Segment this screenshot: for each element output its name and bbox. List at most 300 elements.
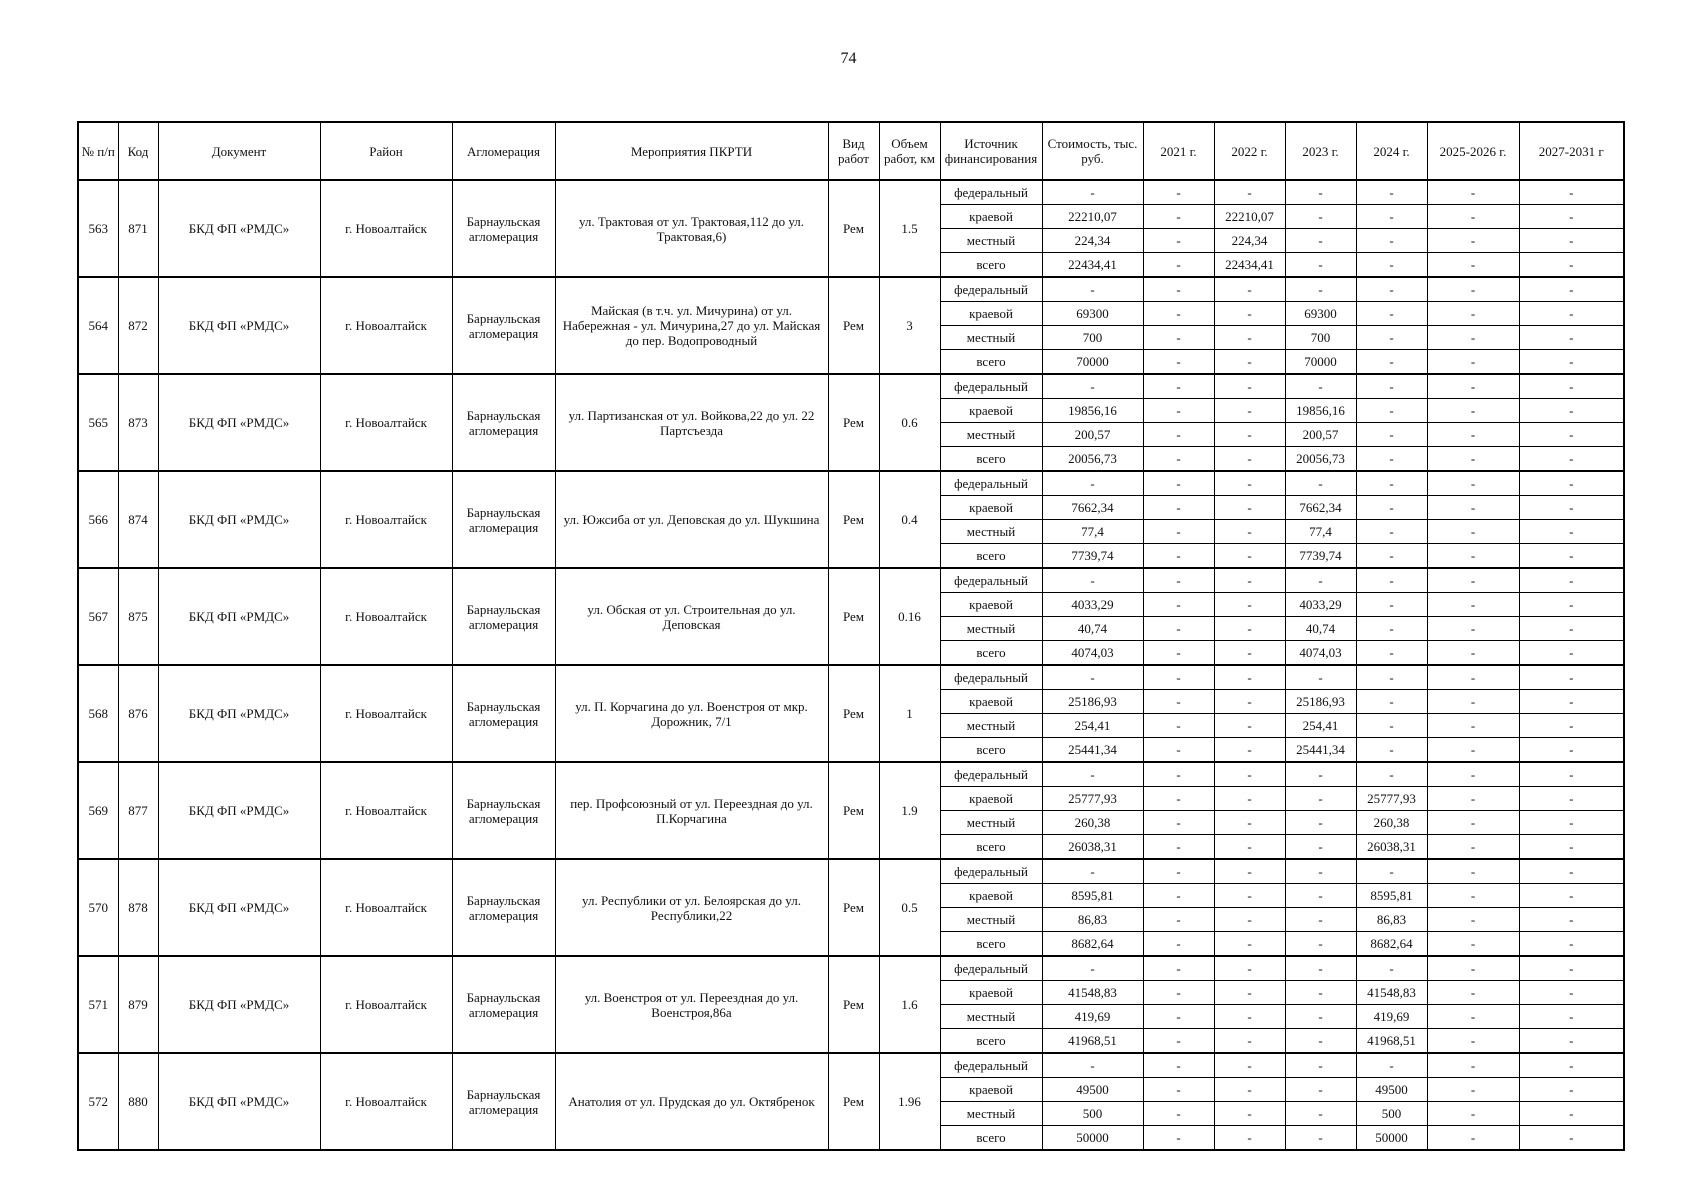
amount-cell: - bbox=[1427, 1053, 1519, 1078]
amount-cell: - bbox=[1519, 302, 1624, 326]
amount-cell: - bbox=[1519, 981, 1624, 1005]
amount-cell: - bbox=[1285, 471, 1356, 496]
agglomeration-cell: Барнаульская агломерация bbox=[452, 859, 555, 956]
amount-cell: - bbox=[1285, 884, 1356, 908]
amount-cell: - bbox=[1356, 690, 1427, 714]
amount-cell: 70000 bbox=[1042, 350, 1143, 375]
amount-cell: 700 bbox=[1285, 326, 1356, 350]
funding-source-cell: краевой bbox=[940, 593, 1042, 617]
code-cell: 873 bbox=[118, 374, 158, 471]
amount-cell: 260,38 bbox=[1042, 811, 1143, 835]
amount-cell: - bbox=[1214, 471, 1285, 496]
amount-cell: - bbox=[1143, 641, 1214, 666]
amount-cell: - bbox=[1143, 981, 1214, 1005]
funding-source-cell: всего bbox=[940, 932, 1042, 957]
amount-cell: 20056,73 bbox=[1285, 447, 1356, 472]
amount-cell: - bbox=[1356, 665, 1427, 690]
amount-cell: - bbox=[1214, 374, 1285, 399]
amount-cell: - bbox=[1519, 180, 1624, 205]
amount-cell: - bbox=[1214, 908, 1285, 932]
amount-cell: - bbox=[1519, 1053, 1624, 1078]
amount-cell: - bbox=[1519, 1005, 1624, 1029]
funding-source-cell: местный bbox=[940, 520, 1042, 544]
amount-cell: - bbox=[1519, 738, 1624, 763]
agglomeration-cell: Барнаульская агломерация bbox=[452, 568, 555, 665]
amount-cell: - bbox=[1519, 811, 1624, 835]
amount-cell: 22210,07 bbox=[1214, 205, 1285, 229]
amount-cell: - bbox=[1285, 374, 1356, 399]
amount-cell: - bbox=[1427, 399, 1519, 423]
amount-cell: - bbox=[1143, 835, 1214, 860]
funding-source-cell: всего bbox=[940, 835, 1042, 860]
amount-cell: - bbox=[1214, 690, 1285, 714]
amount-cell: - bbox=[1214, 714, 1285, 738]
amount-cell: - bbox=[1143, 520, 1214, 544]
funding-source-cell: всего bbox=[940, 253, 1042, 278]
district-cell: г. Новоалтайск bbox=[320, 956, 452, 1053]
amount-cell: - bbox=[1427, 496, 1519, 520]
amount-cell: - bbox=[1519, 787, 1624, 811]
amount-cell: - bbox=[1427, 350, 1519, 375]
amount-cell: - bbox=[1519, 1029, 1624, 1054]
amount-cell: - bbox=[1519, 423, 1624, 447]
amount-cell: - bbox=[1143, 1102, 1214, 1126]
amount-cell: - bbox=[1356, 471, 1427, 496]
amount-cell: 8682,64 bbox=[1356, 932, 1427, 957]
volume-cell: 0.16 bbox=[879, 568, 940, 665]
amount-cell: 500 bbox=[1042, 1102, 1143, 1126]
amount-cell: - bbox=[1519, 690, 1624, 714]
funding-source-cell: федеральный bbox=[940, 956, 1042, 981]
table-row bbox=[78, 471, 1624, 496]
amount-cell: - bbox=[1519, 1126, 1624, 1151]
amount-cell: - bbox=[1427, 908, 1519, 932]
volume-cell: 1.96 bbox=[879, 1053, 940, 1150]
amount-cell: - bbox=[1427, 302, 1519, 326]
amount-cell: 4074,03 bbox=[1042, 641, 1143, 666]
funding-source-cell: краевой bbox=[940, 690, 1042, 714]
amount-cell: 4033,29 bbox=[1042, 593, 1143, 617]
amount-cell: - bbox=[1356, 520, 1427, 544]
amount-cell: - bbox=[1143, 1126, 1214, 1151]
funding-source-cell: федеральный bbox=[940, 665, 1042, 690]
row-number-cell: 571 bbox=[78, 956, 118, 1053]
agglomeration-cell: Барнаульская агломерация bbox=[452, 471, 555, 568]
amount-cell: - bbox=[1519, 762, 1624, 787]
amount-cell: - bbox=[1519, 350, 1624, 375]
amount-cell: 7739,74 bbox=[1285, 544, 1356, 569]
amount-cell: - bbox=[1214, 326, 1285, 350]
amount-cell: - bbox=[1519, 205, 1624, 229]
agglomeration-cell: Барнаульская агломерация bbox=[452, 1053, 555, 1150]
amount-cell: - bbox=[1356, 714, 1427, 738]
amount-cell: - bbox=[1214, 447, 1285, 472]
amount-cell: 25186,93 bbox=[1042, 690, 1143, 714]
district-cell: г. Новоалтайск bbox=[320, 568, 452, 665]
amount-cell: - bbox=[1356, 350, 1427, 375]
amount-cell: - bbox=[1519, 229, 1624, 253]
header-cell: № п/п bbox=[78, 122, 118, 180]
amount-cell: 419,69 bbox=[1356, 1005, 1427, 1029]
amount-cell: - bbox=[1143, 1005, 1214, 1029]
amount-cell: - bbox=[1356, 374, 1427, 399]
header-row bbox=[78, 122, 1624, 180]
amount-cell: 41968,51 bbox=[1042, 1029, 1143, 1054]
amount-cell: - bbox=[1143, 787, 1214, 811]
document-cell: БКД ФП «РМДС» bbox=[158, 471, 320, 568]
amount-cell: - bbox=[1214, 762, 1285, 787]
header-cell: Код bbox=[118, 122, 158, 180]
table-row bbox=[78, 180, 1624, 205]
amount-cell: - bbox=[1427, 617, 1519, 641]
program-table bbox=[77, 121, 1625, 1151]
header-cell: Источник финансирования bbox=[940, 122, 1042, 180]
header-cell: 2021 г. bbox=[1143, 122, 1214, 180]
funding-source-cell: местный bbox=[940, 423, 1042, 447]
amount-cell: - bbox=[1427, 229, 1519, 253]
amount-cell: - bbox=[1356, 229, 1427, 253]
amount-cell: - bbox=[1427, 423, 1519, 447]
funding-source-cell: местный bbox=[940, 811, 1042, 835]
amount-cell: 40,74 bbox=[1042, 617, 1143, 641]
amount-cell: - bbox=[1143, 326, 1214, 350]
amount-cell: - bbox=[1427, 956, 1519, 981]
amount-cell: - bbox=[1143, 932, 1214, 957]
amount-cell: 25777,93 bbox=[1042, 787, 1143, 811]
amount-cell: 224,34 bbox=[1214, 229, 1285, 253]
funding-source-cell: федеральный bbox=[940, 1053, 1042, 1078]
amount-cell: 86,83 bbox=[1356, 908, 1427, 932]
amount-cell: - bbox=[1519, 617, 1624, 641]
amount-cell: - bbox=[1143, 1078, 1214, 1102]
amount-cell: - bbox=[1356, 277, 1427, 302]
event-cell: Анатолия от ул. Прудская до ул. Октябренок bbox=[555, 1053, 828, 1150]
amount-cell: - bbox=[1214, 520, 1285, 544]
volume-cell: 1 bbox=[879, 665, 940, 762]
amount-cell: - bbox=[1285, 787, 1356, 811]
amount-cell: - bbox=[1519, 374, 1624, 399]
header-cell: 2025-2026 г. bbox=[1427, 122, 1519, 180]
amount-cell: 4033,29 bbox=[1285, 593, 1356, 617]
funding-source-cell: краевой bbox=[940, 787, 1042, 811]
amount-cell: 41968,51 bbox=[1356, 1029, 1427, 1054]
amount-cell: - bbox=[1519, 399, 1624, 423]
amount-cell: 224,34 bbox=[1042, 229, 1143, 253]
amount-cell: 7739,74 bbox=[1042, 544, 1143, 569]
amount-cell: - bbox=[1143, 229, 1214, 253]
amount-cell: - bbox=[1214, 1126, 1285, 1151]
amount-cell: - bbox=[1285, 665, 1356, 690]
funding-source-cell: федеральный bbox=[940, 859, 1042, 884]
district-cell: г. Новоалтайск bbox=[320, 374, 452, 471]
row-number-cell: 565 bbox=[78, 374, 118, 471]
event-cell: ул. Трактовая от ул. Трактовая,112 до ул. Трактовая,6) bbox=[555, 180, 828, 277]
amount-cell: - bbox=[1519, 665, 1624, 690]
amount-cell: 50000 bbox=[1356, 1126, 1427, 1151]
amount-cell: - bbox=[1427, 835, 1519, 860]
amount-cell: - bbox=[1427, 471, 1519, 496]
amount-cell: - bbox=[1427, 277, 1519, 302]
amount-cell: - bbox=[1214, 350, 1285, 375]
amount-cell: - bbox=[1519, 956, 1624, 981]
district-cell: г. Новоалтайск bbox=[320, 665, 452, 762]
volume-cell: 1.6 bbox=[879, 956, 940, 1053]
amount-cell: - bbox=[1427, 205, 1519, 229]
district-cell: г. Новоалтайск bbox=[320, 471, 452, 568]
amount-cell: - bbox=[1214, 738, 1285, 763]
amount-cell: 8595,81 bbox=[1356, 884, 1427, 908]
document-cell: БКД ФП «РМДС» bbox=[158, 859, 320, 956]
header-cell: 2027-2031 г bbox=[1519, 122, 1624, 180]
district-cell: г. Новоалтайск bbox=[320, 1053, 452, 1150]
amount-cell: - bbox=[1427, 738, 1519, 763]
amount-cell: - bbox=[1356, 738, 1427, 763]
amount-cell: - bbox=[1519, 544, 1624, 569]
amount-cell: - bbox=[1356, 859, 1427, 884]
row-number-cell: 567 bbox=[78, 568, 118, 665]
event-cell: Майская (в т.ч. ул. Мичурина) от ул. Набережная - ул. Мичурина,27 до ул. Майская до пер. Водопроводный bbox=[555, 277, 828, 374]
amount-cell: 25186,93 bbox=[1285, 690, 1356, 714]
amount-cell: - bbox=[1427, 374, 1519, 399]
header-cell: Агломерация bbox=[452, 122, 555, 180]
amount-cell: - bbox=[1285, 1029, 1356, 1054]
amount-cell: 50000 bbox=[1042, 1126, 1143, 1151]
amount-cell: 22434,41 bbox=[1214, 253, 1285, 278]
table-row bbox=[78, 665, 1624, 690]
funding-source-cell: федеральный bbox=[940, 180, 1042, 205]
agglomeration-cell: Барнаульская агломерация bbox=[452, 665, 555, 762]
amount-cell: 26038,31 bbox=[1356, 835, 1427, 860]
work-type-cell: Рем bbox=[828, 374, 879, 471]
page-number: 74 bbox=[840, 50, 857, 67]
amount-cell: - bbox=[1519, 835, 1624, 860]
amount-cell: - bbox=[1214, 811, 1285, 835]
funding-source-cell: местный bbox=[940, 908, 1042, 932]
code-cell: 871 bbox=[118, 180, 158, 277]
amount-cell: - bbox=[1356, 205, 1427, 229]
row-number-cell: 563 bbox=[78, 180, 118, 277]
amount-cell: - bbox=[1427, 447, 1519, 472]
table-row bbox=[78, 859, 1624, 884]
header-cell: Район bbox=[320, 122, 452, 180]
amount-cell: - bbox=[1143, 399, 1214, 423]
amount-cell: - bbox=[1214, 277, 1285, 302]
amount-cell: - bbox=[1427, 1029, 1519, 1054]
amount-cell: - bbox=[1214, 835, 1285, 860]
amount-cell: - bbox=[1356, 253, 1427, 278]
amount-cell: - bbox=[1356, 302, 1427, 326]
amount-cell: 700 bbox=[1042, 326, 1143, 350]
volume-cell: 3 bbox=[879, 277, 940, 374]
amount-cell: 260,38 bbox=[1356, 811, 1427, 835]
amount-cell: 254,41 bbox=[1042, 714, 1143, 738]
funding-source-cell: местный bbox=[940, 326, 1042, 350]
header-cell: Объем работ, км bbox=[879, 122, 940, 180]
volume-cell: 0.6 bbox=[879, 374, 940, 471]
amount-cell: 25777,93 bbox=[1356, 787, 1427, 811]
event-cell: ул. Южсиба от ул. Деповская до ул. Шукшина bbox=[555, 471, 828, 568]
document-cell: БКД ФП «РМДС» bbox=[158, 1053, 320, 1150]
amount-cell: - bbox=[1214, 1053, 1285, 1078]
amount-cell: 4074,03 bbox=[1285, 641, 1356, 666]
amount-cell: - bbox=[1042, 956, 1143, 981]
funding-source-cell: федеральный bbox=[940, 568, 1042, 593]
amount-cell: - bbox=[1143, 1029, 1214, 1054]
amount-cell: - bbox=[1143, 690, 1214, 714]
header-cell: 2023 г. bbox=[1285, 122, 1356, 180]
event-cell: ул. Обская от ул. Строительная до ул. Деповская bbox=[555, 568, 828, 665]
work-type-cell: Рем bbox=[828, 471, 879, 568]
amount-cell: 8595,81 bbox=[1042, 884, 1143, 908]
amount-cell: - bbox=[1285, 1005, 1356, 1029]
amount-cell: - bbox=[1143, 1053, 1214, 1078]
row-number-cell: 564 bbox=[78, 277, 118, 374]
amount-cell: - bbox=[1519, 884, 1624, 908]
header-cell: 2024 г. bbox=[1356, 122, 1427, 180]
funding-source-cell: всего bbox=[940, 544, 1042, 569]
amount-cell: - bbox=[1356, 641, 1427, 666]
amount-cell: - bbox=[1519, 253, 1624, 278]
document-cell: БКД ФП «РМДС» bbox=[158, 762, 320, 859]
amount-cell: 7662,34 bbox=[1285, 496, 1356, 520]
row-number-cell: 569 bbox=[78, 762, 118, 859]
amount-cell: - bbox=[1214, 423, 1285, 447]
amount-cell: - bbox=[1214, 665, 1285, 690]
amount-cell: - bbox=[1519, 932, 1624, 957]
amount-cell: - bbox=[1214, 787, 1285, 811]
amount-cell: - bbox=[1042, 859, 1143, 884]
amount-cell: - bbox=[1042, 374, 1143, 399]
funding-source-cell: федеральный bbox=[940, 277, 1042, 302]
amount-cell: - bbox=[1214, 302, 1285, 326]
amount-cell: - bbox=[1214, 544, 1285, 569]
amount-cell: - bbox=[1427, 568, 1519, 593]
amount-cell: - bbox=[1519, 1078, 1624, 1102]
amount-cell: 22434,41 bbox=[1042, 253, 1143, 278]
amount-cell: 7662,34 bbox=[1042, 496, 1143, 520]
amount-cell: - bbox=[1285, 762, 1356, 787]
amount-cell: - bbox=[1214, 1078, 1285, 1102]
amount-cell: - bbox=[1285, 981, 1356, 1005]
funding-source-cell: краевой bbox=[940, 884, 1042, 908]
header-cell: 2022 г. bbox=[1214, 122, 1285, 180]
amount-cell: 49500 bbox=[1042, 1078, 1143, 1102]
amount-cell: - bbox=[1285, 180, 1356, 205]
amount-cell: - bbox=[1427, 1102, 1519, 1126]
document-cell: БКД ФП «РМДС» bbox=[158, 665, 320, 762]
row-number-cell: 570 bbox=[78, 859, 118, 956]
amount-cell: 200,57 bbox=[1042, 423, 1143, 447]
agglomeration-cell: Барнаульская агломерация bbox=[452, 762, 555, 859]
document-cell: БКД ФП «РМДС» bbox=[158, 277, 320, 374]
event-cell: ул. Республики от ул. Белоярская до ул. Республики,22 bbox=[555, 859, 828, 956]
funding-source-cell: всего bbox=[940, 447, 1042, 472]
amount-cell: - bbox=[1143, 350, 1214, 375]
agglomeration-cell: Барнаульская агломерация bbox=[452, 180, 555, 277]
amount-cell: - bbox=[1143, 277, 1214, 302]
amount-cell: - bbox=[1143, 471, 1214, 496]
amount-cell: 19856,16 bbox=[1285, 399, 1356, 423]
amount-cell: - bbox=[1143, 884, 1214, 908]
code-cell: 872 bbox=[118, 277, 158, 374]
amount-cell: - bbox=[1285, 568, 1356, 593]
amount-cell: - bbox=[1519, 859, 1624, 884]
amount-cell: 69300 bbox=[1285, 302, 1356, 326]
amount-cell: 49500 bbox=[1356, 1078, 1427, 1102]
amount-cell: 77,4 bbox=[1285, 520, 1356, 544]
table-row bbox=[78, 1053, 1624, 1078]
amount-cell: - bbox=[1214, 617, 1285, 641]
funding-source-cell: местный bbox=[940, 714, 1042, 738]
amount-cell: - bbox=[1143, 568, 1214, 593]
amount-cell: - bbox=[1042, 471, 1143, 496]
code-cell: 875 bbox=[118, 568, 158, 665]
amount-cell: - bbox=[1042, 762, 1143, 787]
work-type-cell: Рем bbox=[828, 859, 879, 956]
amount-cell: - bbox=[1285, 1078, 1356, 1102]
amount-cell: - bbox=[1356, 544, 1427, 569]
amount-cell: - bbox=[1214, 496, 1285, 520]
amount-cell: - bbox=[1519, 520, 1624, 544]
amount-cell: - bbox=[1427, 932, 1519, 957]
amount-cell: 69300 bbox=[1042, 302, 1143, 326]
amount-cell: - bbox=[1143, 253, 1214, 278]
amount-cell: - bbox=[1143, 302, 1214, 326]
amount-cell: - bbox=[1214, 981, 1285, 1005]
event-cell: ул. Военстроя от ул. Переездная до ул. Военстроя,86а bbox=[555, 956, 828, 1053]
amount-cell: - bbox=[1214, 399, 1285, 423]
amount-cell: - bbox=[1143, 423, 1214, 447]
work-type-cell: Рем bbox=[828, 277, 879, 374]
amount-cell: - bbox=[1356, 568, 1427, 593]
amount-cell: - bbox=[1519, 277, 1624, 302]
amount-cell: - bbox=[1214, 641, 1285, 666]
event-cell: пер. Профсоюзный от ул. Переездная до ул. П.Корчагина bbox=[555, 762, 828, 859]
amount-cell: - bbox=[1356, 180, 1427, 205]
amount-cell: - bbox=[1427, 981, 1519, 1005]
amount-cell: - bbox=[1519, 496, 1624, 520]
amount-cell: - bbox=[1427, 544, 1519, 569]
amount-cell: - bbox=[1427, 690, 1519, 714]
funding-source-cell: всего bbox=[940, 641, 1042, 666]
amount-cell: - bbox=[1356, 762, 1427, 787]
amount-cell: - bbox=[1214, 932, 1285, 957]
work-type-cell: Рем bbox=[828, 762, 879, 859]
amount-cell: - bbox=[1356, 496, 1427, 520]
work-type-cell: Рем bbox=[828, 956, 879, 1053]
amount-cell: 41548,83 bbox=[1042, 981, 1143, 1005]
volume-cell: 1.5 bbox=[879, 180, 940, 277]
amount-cell: - bbox=[1214, 1029, 1285, 1054]
amount-cell: 25441,34 bbox=[1285, 738, 1356, 763]
amount-cell: - bbox=[1214, 859, 1285, 884]
amount-cell: - bbox=[1427, 520, 1519, 544]
amount-cell: - bbox=[1427, 593, 1519, 617]
code-cell: 879 bbox=[118, 956, 158, 1053]
amount-cell: - bbox=[1143, 956, 1214, 981]
agglomeration-cell: Барнаульская агломерация bbox=[452, 374, 555, 471]
amount-cell: - bbox=[1214, 1005, 1285, 1029]
amount-cell: - bbox=[1143, 617, 1214, 641]
amount-cell: 8682,64 bbox=[1042, 932, 1143, 957]
amount-cell: - bbox=[1356, 617, 1427, 641]
amount-cell: - bbox=[1356, 447, 1427, 472]
amount-cell: - bbox=[1519, 908, 1624, 932]
amount-cell: - bbox=[1285, 811, 1356, 835]
amount-cell: - bbox=[1214, 593, 1285, 617]
amount-cell: - bbox=[1285, 1053, 1356, 1078]
funding-source-cell: всего bbox=[940, 1029, 1042, 1054]
